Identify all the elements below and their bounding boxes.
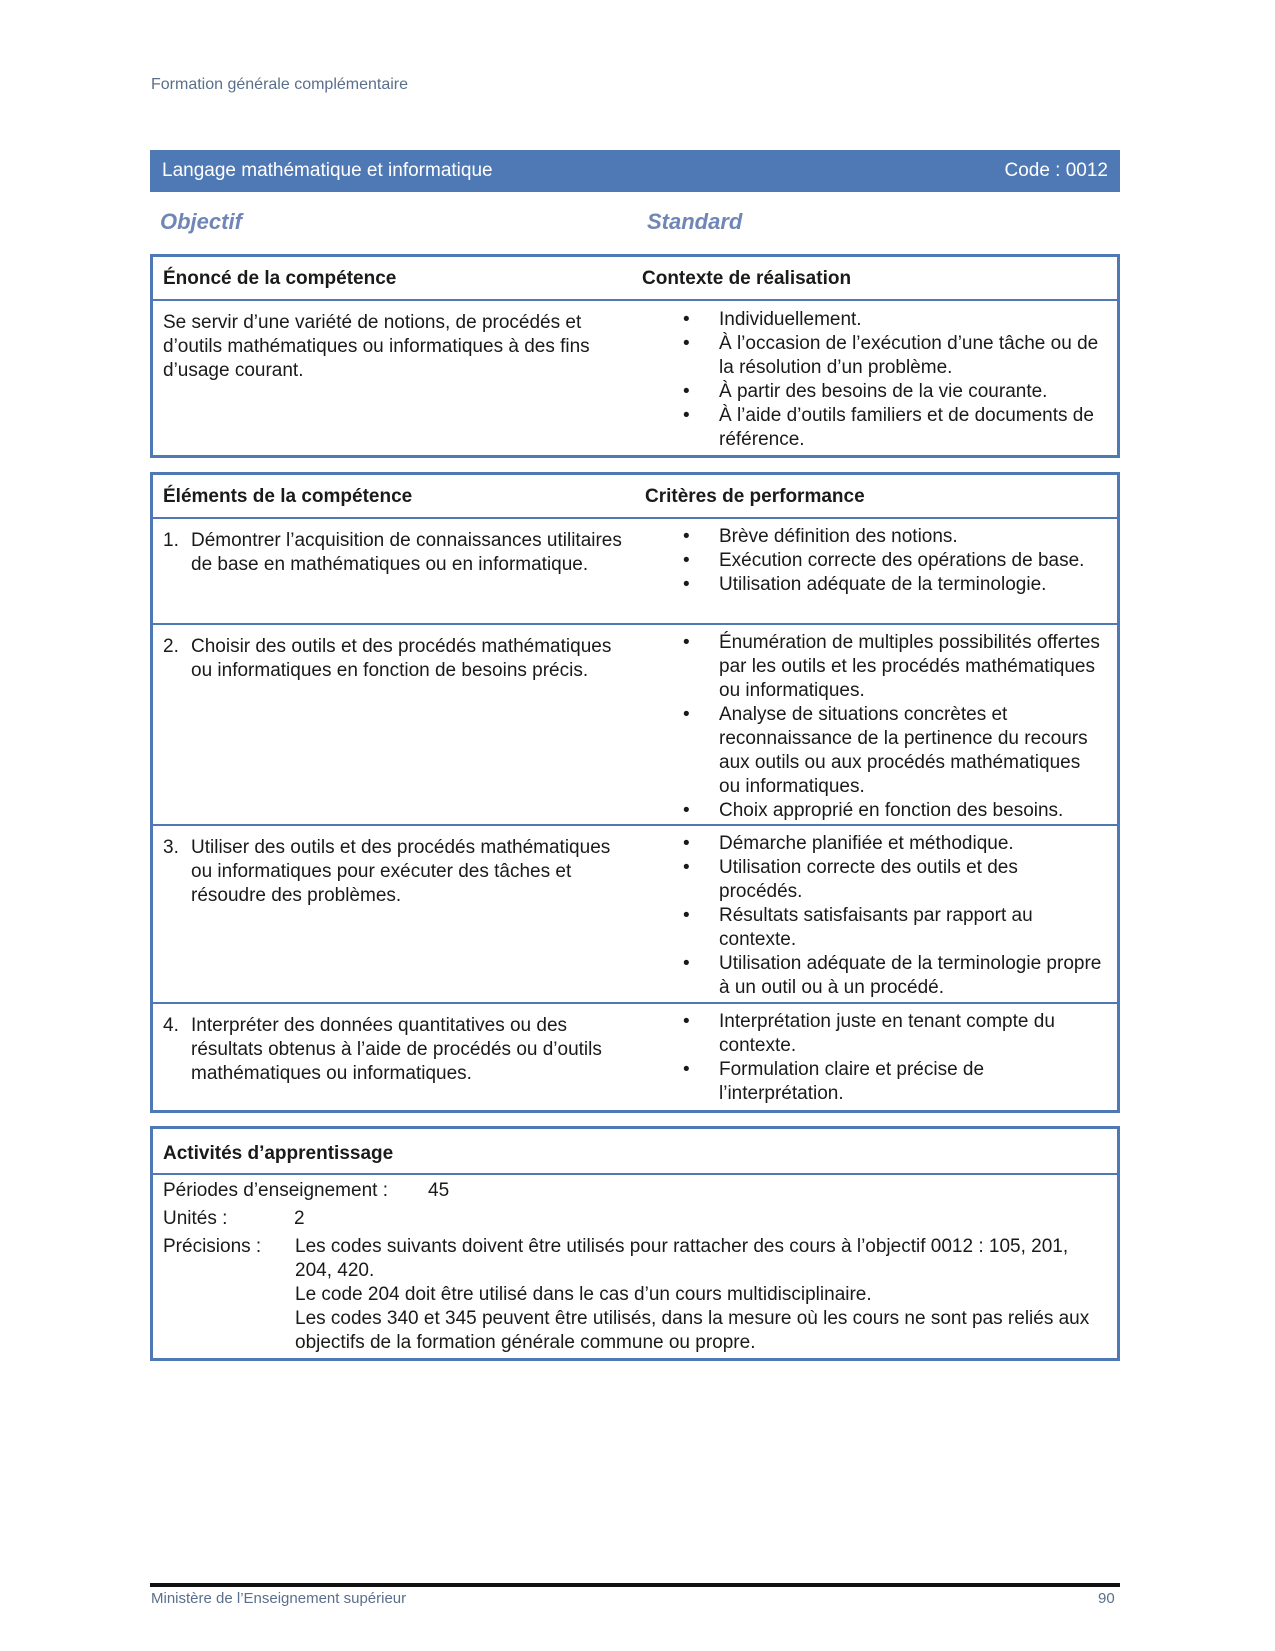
criteres-heading: Critères de performance <box>645 486 865 507</box>
row-divider <box>153 1002 1117 1004</box>
element-1 <box>163 529 633 577</box>
precisions-line: Les codes suivants doivent être utilisés pour rattacher des cours à l’objectif 0012 : 105, 201, 204, 420. <box>295 1236 1069 1281</box>
periodes-value: 45 <box>428 1180 450 1201</box>
enonce-heading: Énoncé de la compétence <box>163 268 397 289</box>
document-header: Formation générale complémentaire <box>151 76 409 93</box>
precisions-line: Les codes 340 et 345 peuvent être utilisés, dans la mesure où les cours ne sont pas reliés aux objectifs de la formation générale commune ou propre. <box>295 1308 1090 1353</box>
title-bar <box>150 150 1120 192</box>
precisions-text <box>295 1235 1105 1355</box>
list-item: • Utilisation correcte des outils et des procédés. <box>683 856 1103 904</box>
contexte-list <box>683 308 1108 452</box>
element-3 <box>163 836 633 908</box>
precisions-label: Précisions : <box>163 1236 262 1257</box>
list-item: • Analyse de situations concrètes et reconnaissance de la pertinence du recours aux outils ou aux procédés mathématiques ou informatiques. <box>683 703 1103 799</box>
footer-rule <box>150 1583 1120 1587</box>
objectif-label: Objectif <box>160 209 242 234</box>
contexte-heading: Contexte de réalisation <box>642 268 852 289</box>
criteria-list-3 <box>683 832 1103 1000</box>
competence-box <box>150 254 1120 458</box>
course-code: Code : 0012 <box>1004 160 1108 181</box>
row-divider <box>153 824 1117 826</box>
criteria-list-1 <box>683 525 1103 597</box>
element-number: 1. <box>163 530 179 551</box>
unites-value: 2 <box>294 1208 305 1229</box>
element-text: Utiliser des outils et des procédés mathématiques ou informatiques pour exécuter des tâches et résoudre des problèmes. <box>191 837 611 906</box>
activites-header <box>153 1129 1117 1175</box>
row-divider <box>153 623 1117 625</box>
list-item: • À partir des besoins de la vie courante. <box>683 380 1108 404</box>
list-item: • Formulation claire et précise de l’interprétation. <box>683 1058 1103 1106</box>
page-number: 90 <box>1098 1590 1115 1607</box>
list-item: • Individuellement. <box>683 308 1108 332</box>
list-item: • Démarche planifiée et méthodique. <box>683 832 1103 856</box>
element-2 <box>163 635 633 683</box>
list-item: • Brève définition des notions. <box>683 525 1103 549</box>
list-item: • Interprétation juste en tenant compte du contexte. <box>683 1010 1103 1058</box>
list-item: • À l’aide d’outils familiers et de documents de référence. <box>683 404 1108 452</box>
elements-box <box>150 472 1120 1113</box>
elements-header <box>153 475 1117 519</box>
element-4 <box>163 1014 633 1086</box>
elements-heading: Éléments de la compétence <box>163 486 413 507</box>
list-item: • Utilisation adéquate de la terminologie propre à un outil ou à un procédé. <box>683 952 1103 1000</box>
precisions-line: Le code 204 doit être utilisé dans le cas d’un cours multidisciplinaire. <box>295 1284 872 1305</box>
footer-ministry: Ministère de l’Enseignement supérieur <box>151 1590 407 1607</box>
element-number: 4. <box>163 1015 179 1036</box>
standard-label: Standard <box>647 209 743 234</box>
element-number: 2. <box>163 636 179 657</box>
course-title: Langage mathématique et informatique <box>162 160 493 181</box>
element-text: Démontrer l’acquisition de connaissances utilitaires de base en mathématiques ou en informatique. <box>191 530 622 575</box>
unites-label: Unités : <box>163 1208 228 1229</box>
activites-box <box>150 1126 1120 1361</box>
list-item: • Exécution correcte des opérations de base. <box>683 549 1103 573</box>
element-text: Interpréter des données quantitatives ou des résultats obtenus à l’aide de procédés ou d’outils mathématiques ou informatiques. <box>191 1015 602 1084</box>
element-number: 3. <box>163 837 179 858</box>
criteria-list-4 <box>683 1010 1103 1106</box>
element-text: Choisir des outils et des procédés mathématiques ou informatiques en fonction de besoins précis. <box>191 636 612 681</box>
criteria-list-2 <box>683 631 1103 823</box>
competence-statement: Se servir d’une variété de notions, de procédés et d’outils mathématiques ou informatiques à des fins d’usage courant. <box>163 312 590 381</box>
periodes-label: Périodes d’enseignement : <box>163 1180 388 1201</box>
activites-heading: Activités d’apprentissage <box>163 1143 394 1164</box>
list-item: • Choix approprié en fonction des besoins. <box>683 799 1103 823</box>
list-item: • Énumération de multiples possibilités offertes par les outils et les procédés mathématiques ou informatiques. <box>683 631 1103 703</box>
list-item: • Résultats satisfaisants par rapport au contexte. <box>683 904 1103 952</box>
competence-header <box>153 257 1117 301</box>
list-item: • À l’occasion de l’exécution d’une tâche ou de la résolution d’un problème. <box>683 332 1108 380</box>
list-item: • Utilisation adéquate de la terminologie. <box>683 573 1103 597</box>
